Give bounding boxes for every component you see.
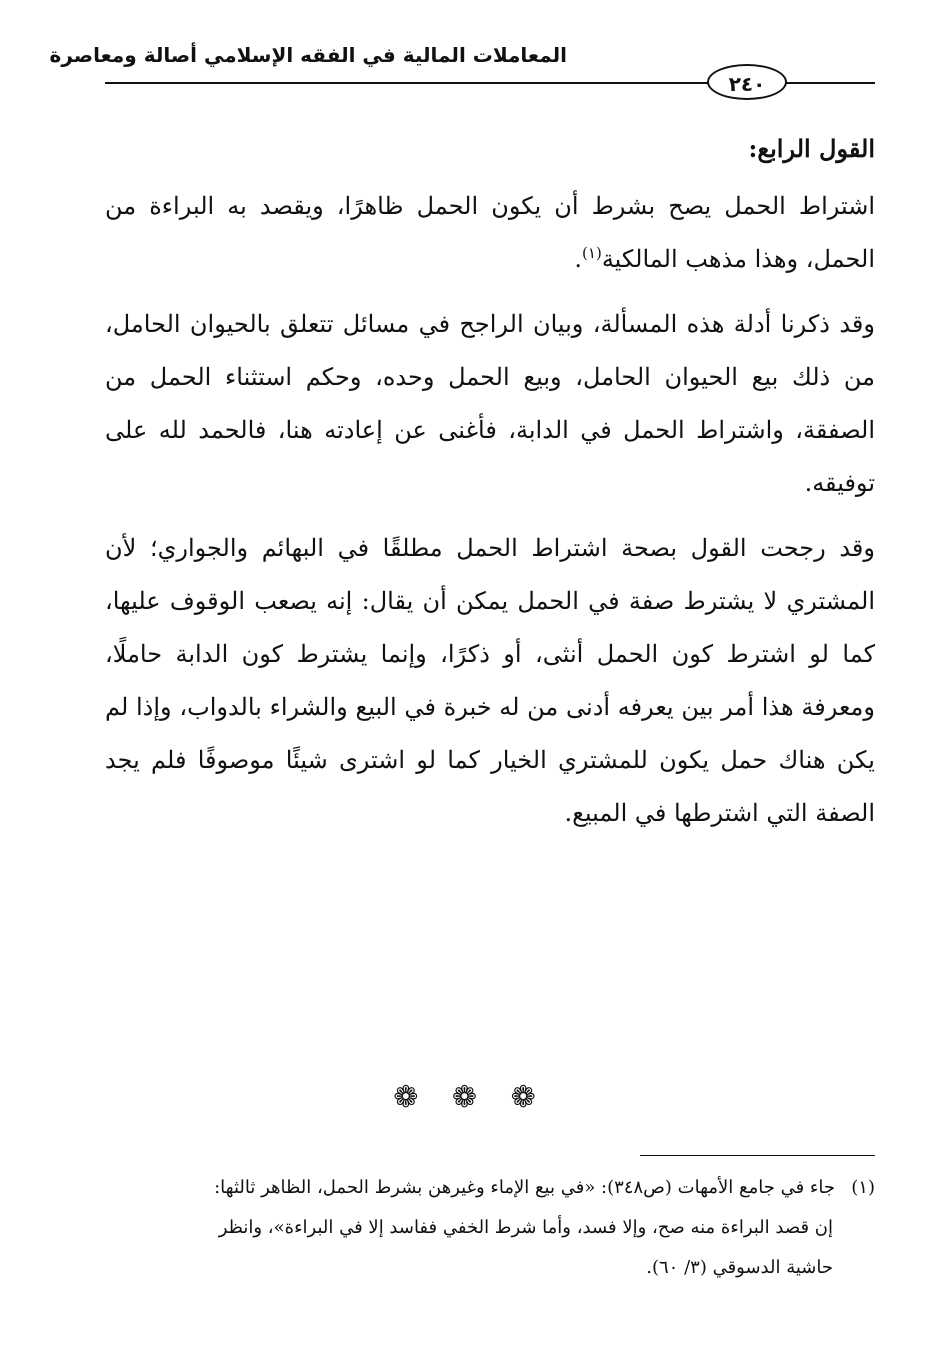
paragraph-text: اشتراط الحمل يصح بشرط أن يكون الحمل ظاهرًا، ويقصد به البراءة من الحمل، وهذا مذهب المالكية [105,192,875,273]
paragraph: وقد رجحت القول بصحة اشتراط الحمل مطلقًا في البهائم والجواري؛ لأن المشتري لا يشترط صفة في الحمل يمكن أن يقال: إنه يصعب الوقوف عليها، كما لو اشترط كون الحمل أنثى، أو ذكرًا، وإنما يشترط كون الدابة حاملًا، ومعرفة هذا أمر بين يعرفه أدنى من له خبرة في البيع والشراء بالدواب، وإذا لم يكن هناك حمل يكون للمشتري الخيار كما لو اشترى شيئًا موصوفًا فلم يجد الصفة التي اشترطها في المبيع. [105,534,875,827]
footnote-line [105,1168,875,1208]
footnote-marker: (١) [851,1177,875,1198]
running-title: المعاملات المالية في الفقه الإسلامي أصالة ومعاصرة [49,43,567,67]
paragraph [105,180,875,286]
footnote-line: إن قصد البراءة منه صح، وإلا فسد، وأما شرط الخفي ففاسد إلا في البراءة»، وانظر [218,1217,833,1238]
footnote-reference[interactable]: (١) [582,244,602,262]
flower-ornament-icon: ❁ [451,1080,488,1115]
footnote [105,1168,875,1288]
footnote-rule [640,1155,875,1156]
flower-ornament-icon: ❁ [393,1080,429,1115]
main-text [105,124,875,852]
paragraph-end: . [574,245,583,273]
flower-ornament-icon: ❁ [510,1080,546,1115]
page-number: ٢٤٠ [707,64,787,100]
footnote-line: حاشية الدسوقي (٣/ ٦٠). [646,1257,833,1278]
paragraph: وقد ذكرنا أدلة هذه المسألة، وبيان الراجح في مسائل تتعلق بالحيوان الحامل، من ذلك بيع الحيوان الحامل، وبيع الحمل وحده، وحكم استثناء الحمل من الصفقة، واشتراط الحمل في الدابة، فأغنى عن إعادته هنا، فالحمد لله على توفيقه. [105,310,875,497]
section-ornaments [0,1080,939,1116]
section-heading: القول الرابع: [748,134,875,163]
footnote-text: جاء في جامع الأمهات (ص٣٤٨): «في بيع الإماء وغيرهن بشرط الحمل، الظاهر ثالثها: [214,1177,835,1198]
